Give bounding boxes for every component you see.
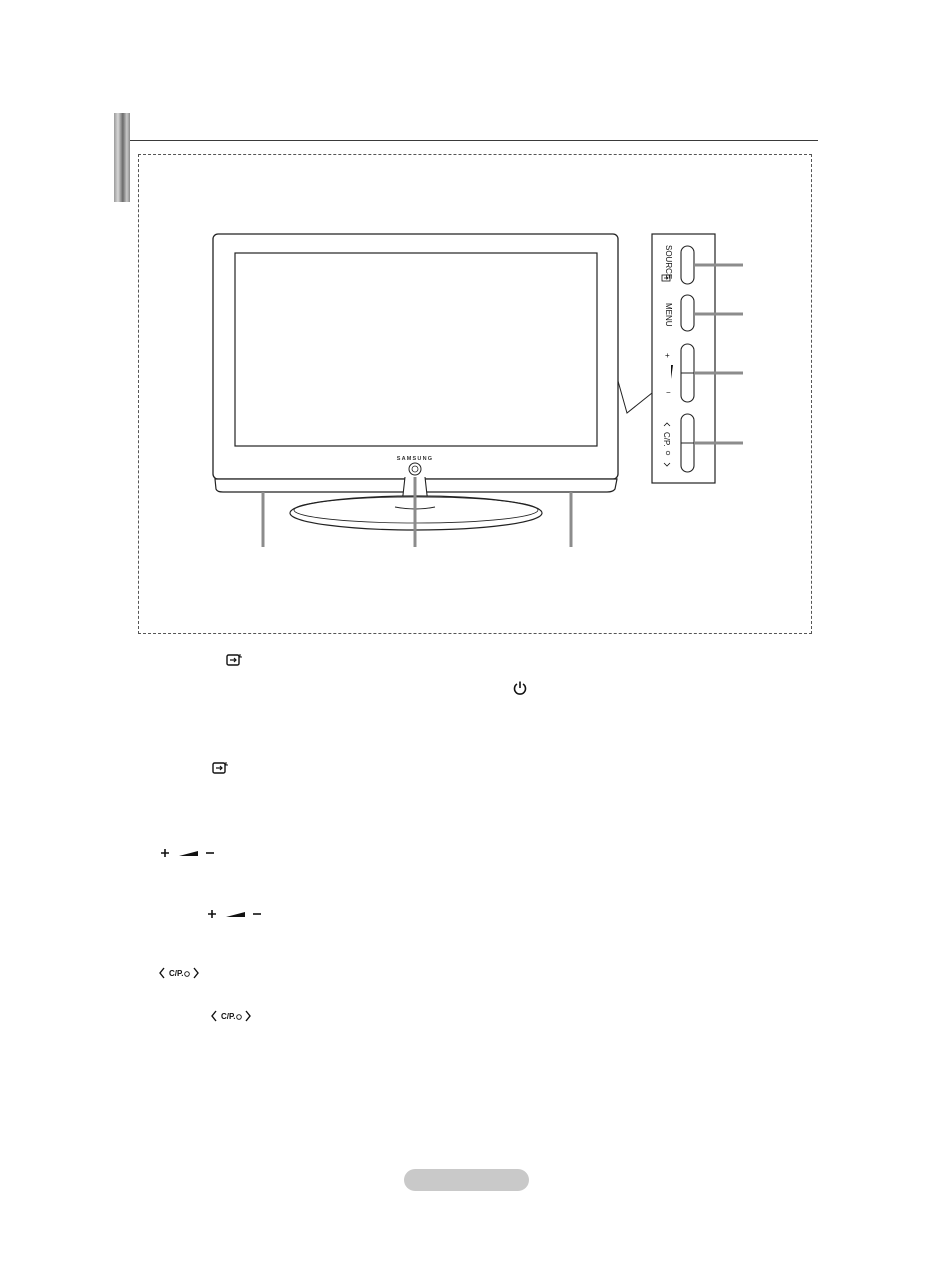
- section-header-rule: [130, 140, 818, 141]
- channel-glyph-2: [210, 1008, 252, 1024]
- source-icon: [212, 761, 230, 775]
- source-button-label: SOURCE: [664, 245, 673, 280]
- volume-minus-label: −: [666, 388, 671, 397]
- chevron-left-icon: [158, 967, 166, 979]
- channel-label: C/P.: [169, 968, 184, 978]
- source-glyph-2: [212, 760, 230, 776]
- volume-plus-label: +: [665, 351, 670, 360]
- power-icon: [512, 680, 528, 696]
- power-icon: [184, 968, 192, 978]
- section-header-bar: [114, 113, 130, 202]
- chevron-left-icon: [210, 1010, 218, 1022]
- source-button: [681, 246, 694, 284]
- menu-button-label: MENU: [664, 303, 673, 327]
- power-glyph: [512, 680, 528, 696]
- tv-brand-logo: SAMSUNG: [396, 456, 434, 462]
- page-number-pill: [404, 1169, 529, 1191]
- chevron-right-icon: [192, 967, 200, 979]
- power-indicator-button: [409, 463, 421, 475]
- volume-icon: [158, 845, 220, 861]
- chevron-right-icon: [244, 1010, 252, 1022]
- tv-screen: [235, 253, 597, 446]
- volume-glyph-1: [158, 845, 220, 861]
- tv-front-panel-figure: [138, 154, 812, 634]
- menu-button: [681, 295, 694, 331]
- power-icon: [236, 1011, 244, 1021]
- source-icon: [226, 653, 244, 667]
- channel-button-label: C/P.: [662, 432, 671, 447]
- source-glyph-1: [226, 652, 244, 668]
- tv-illustration: [139, 155, 813, 635]
- channel-label: C/P.: [221, 1011, 236, 1021]
- volume-glyph-2: [205, 906, 267, 922]
- zoom-pointer: [618, 381, 652, 413]
- volume-icon: [205, 906, 267, 922]
- channel-glyph-1: [158, 965, 200, 981]
